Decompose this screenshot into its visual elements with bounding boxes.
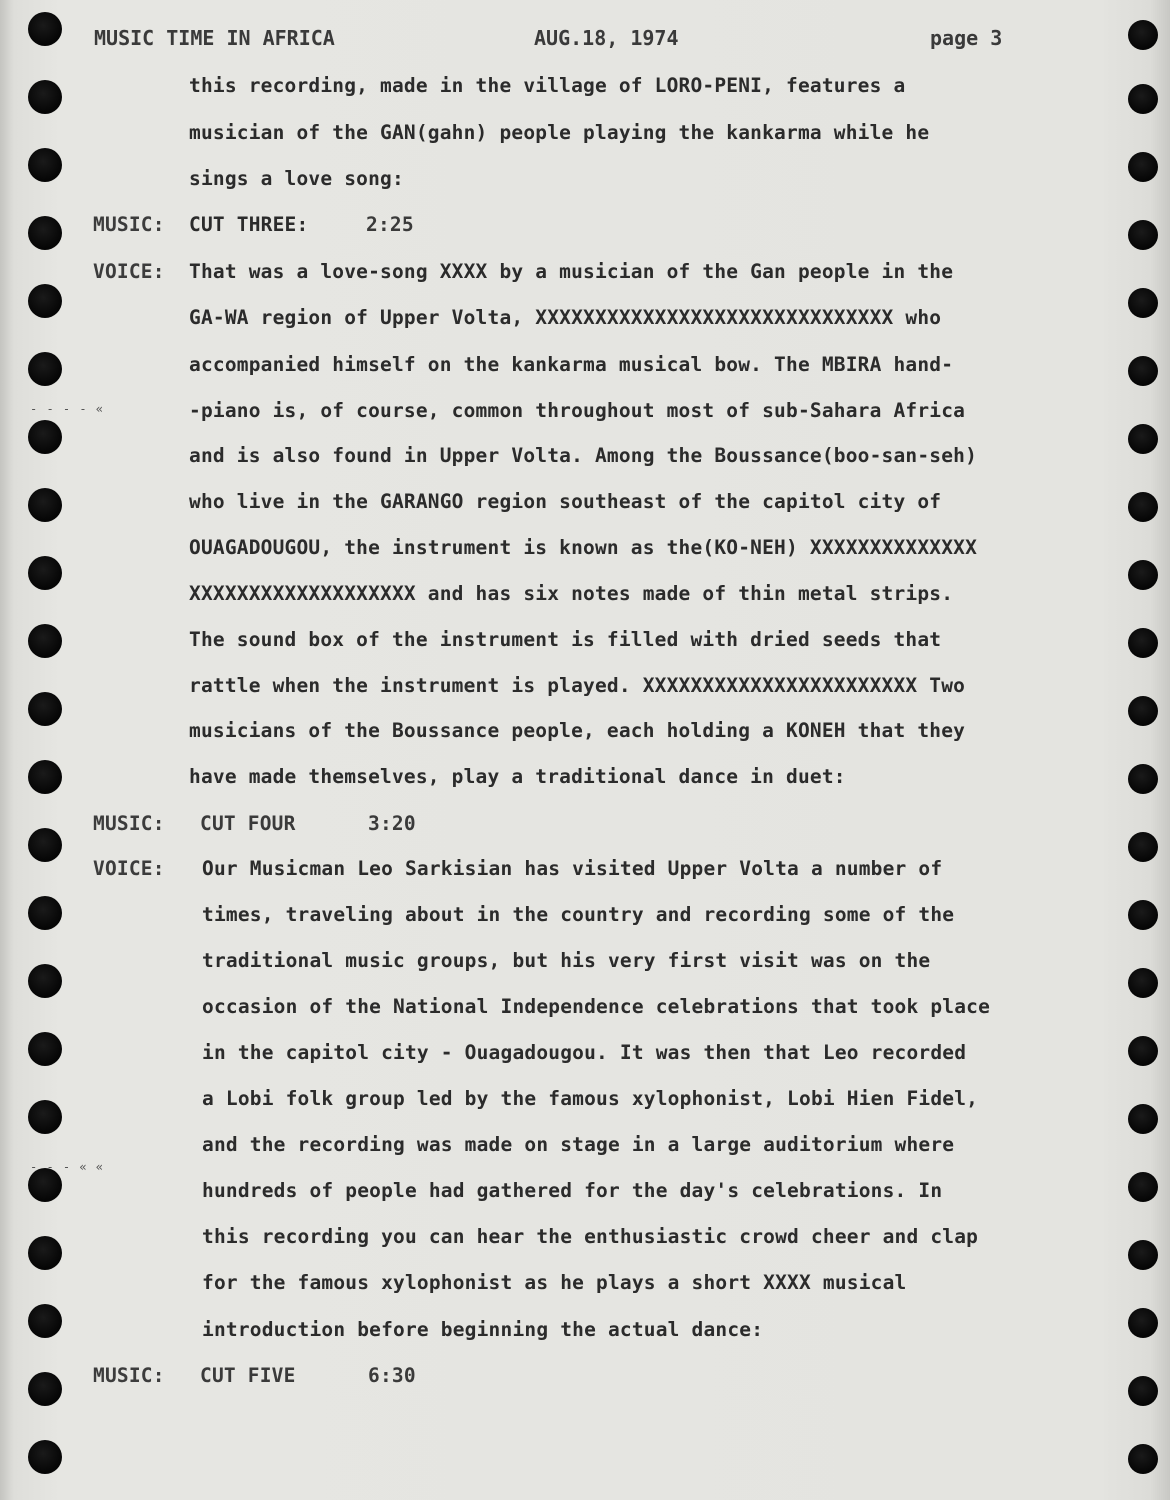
- feed-hole: [1128, 968, 1158, 998]
- voice-line: traditional music groups, but his very first visit was on the: [202, 949, 931, 972]
- intro-line: sings a love song:: [189, 167, 404, 190]
- feed-hole: [1128, 1240, 1158, 1270]
- feed-hole: [1128, 356, 1158, 386]
- voice-line: and is also found in Upper Volta. Among the Boussance(boo-san-seh): [189, 444, 978, 467]
- feed-hole: [28, 352, 62, 386]
- feed-hole: [1128, 1444, 1158, 1474]
- feed-hole: [28, 488, 62, 522]
- feed-hole: [1128, 20, 1158, 50]
- feed-hole: [1128, 288, 1158, 318]
- feed-hole: [28, 1440, 62, 1474]
- voice-line: Our Musicman Leo Sarkisian has visited Upper Volta a number of: [202, 857, 943, 880]
- voice-line: a Lobi folk group led by the famous xylophonist, Lobi Hien Fidel,: [202, 1087, 979, 1110]
- voice-line: accompanied himself on the kankarma musical bow. The MBIRA hand-: [189, 353, 954, 376]
- feed-hole: [1128, 492, 1158, 522]
- voice-line: XXXXXXXXXXXXXXXXXXX and has six notes made of thin metal strips.: [189, 582, 954, 605]
- feed-hole: [28, 1032, 62, 1066]
- voice-line: who live in the GARANGO region southeast of the capitol city of: [189, 490, 942, 513]
- feed-hole: [1128, 84, 1158, 114]
- voice-line: GA-WA region of Upper Volta, XXXXXXXXXXXXXXXXXXXXXXXXXXXXXX who: [189, 306, 942, 329]
- cut-name: CUT FOUR: [200, 812, 296, 835]
- cut-duration: 6:30: [368, 1364, 416, 1387]
- voice-cue-label: VOICE:: [93, 260, 165, 283]
- voice-line: times, traveling about in the country and recording some of the: [202, 903, 955, 926]
- feed-hole: [1128, 560, 1158, 590]
- intro-line: this recording, made in the village of LORO-PENI, features a: [189, 74, 906, 97]
- cut-duration: 2:25: [366, 213, 414, 236]
- feed-hole: [28, 828, 62, 862]
- perforation-mark: - - - « «: [30, 1160, 105, 1174]
- voice-line: hundreds of people had gathered for the day's celebrations. In: [202, 1179, 943, 1202]
- feed-hole: [1128, 220, 1158, 250]
- feed-hole: [28, 12, 62, 46]
- voice-line: rattle when the instrument is played. XXXXXXXXXXXXXXXXXXXXXXX Two: [189, 674, 966, 697]
- feed-hole: [1128, 424, 1158, 454]
- page-number: page 3: [930, 26, 1003, 50]
- voice-cue-label: VOICE:: [93, 857, 165, 880]
- feed-hole: [1128, 1172, 1158, 1202]
- feed-hole: [28, 148, 62, 182]
- intro-line: musician of the GAN(gahn) people playing the kankarma while he: [189, 121, 930, 144]
- feed-hole: [28, 624, 62, 658]
- voice-line: occasion of the National Independence celebrations that took place: [202, 995, 991, 1018]
- voice-line: this recording you can hear the enthusiastic crowd cheer and clap: [202, 1225, 979, 1248]
- voice-line: in the capitol city - Ouagadougou. It was then that Leo recorded: [202, 1041, 967, 1064]
- feed-hole: [1128, 1308, 1158, 1338]
- voice-line: introduction before beginning the actual dance:: [202, 1318, 764, 1341]
- voice-line: have made themselves, play a traditional dance in duet:: [189, 765, 846, 788]
- feed-hole: [1128, 696, 1158, 726]
- feed-hole: [28, 1372, 62, 1406]
- page-header: [94, 26, 1054, 56]
- voice-line: The sound box of the instrument is filled with dried seeds that: [189, 628, 942, 651]
- feed-hole: [28, 692, 62, 726]
- perforation-mark: - - - - «: [30, 402, 105, 416]
- voice-line: and the recording was made on stage in a large auditorium where: [202, 1133, 955, 1156]
- feed-hole: [28, 760, 62, 794]
- feed-hole: [28, 284, 62, 318]
- voice-line: -piano is, of course, common throughout most of sub-Sahara Africa: [189, 399, 966, 422]
- feed-hole: [28, 420, 62, 454]
- broadcast-date: AUG.18, 1974: [534, 26, 679, 50]
- feed-hole: [1128, 832, 1158, 862]
- cut-name: CUT THREE:: [189, 213, 309, 236]
- music-cue-label: MUSIC:: [93, 812, 165, 835]
- voice-line: for the famous xylophonist as he plays a short XXXX musical: [202, 1271, 907, 1294]
- feed-hole: [1128, 1376, 1158, 1406]
- music-cue-label: MUSIC:: [93, 213, 165, 236]
- feed-hole: [28, 216, 62, 250]
- feed-hole: [1128, 900, 1158, 930]
- feed-hole: [28, 1304, 62, 1338]
- feed-hole: [1128, 628, 1158, 658]
- voice-line: musicians of the Boussance people, each holding a KONEH that they: [189, 719, 966, 742]
- feed-hole: [28, 556, 62, 590]
- feed-hole: [28, 1236, 62, 1270]
- music-cue-label: MUSIC:: [93, 1364, 165, 1387]
- feed-hole: [1128, 152, 1158, 182]
- program-title: MUSIC TIME IN AFRICA: [94, 26, 335, 50]
- voice-line: That was a love-song XXXX by a musician of the Gan people in the: [189, 260, 954, 283]
- feed-hole: [1128, 1104, 1158, 1134]
- voice-line: OUAGADOUGOU, the instrument is known as the(KO-NEH) XXXXXXXXXXXXXX: [189, 536, 978, 559]
- cut-name: CUT FIVE: [200, 1364, 296, 1387]
- feed-hole: [28, 964, 62, 998]
- feed-hole: [1128, 1036, 1158, 1066]
- cut-duration: 3:20: [368, 812, 416, 835]
- feed-hole: [1128, 764, 1158, 794]
- feed-hole: [28, 896, 62, 930]
- feed-hole: [28, 80, 62, 114]
- feed-hole: [28, 1100, 62, 1134]
